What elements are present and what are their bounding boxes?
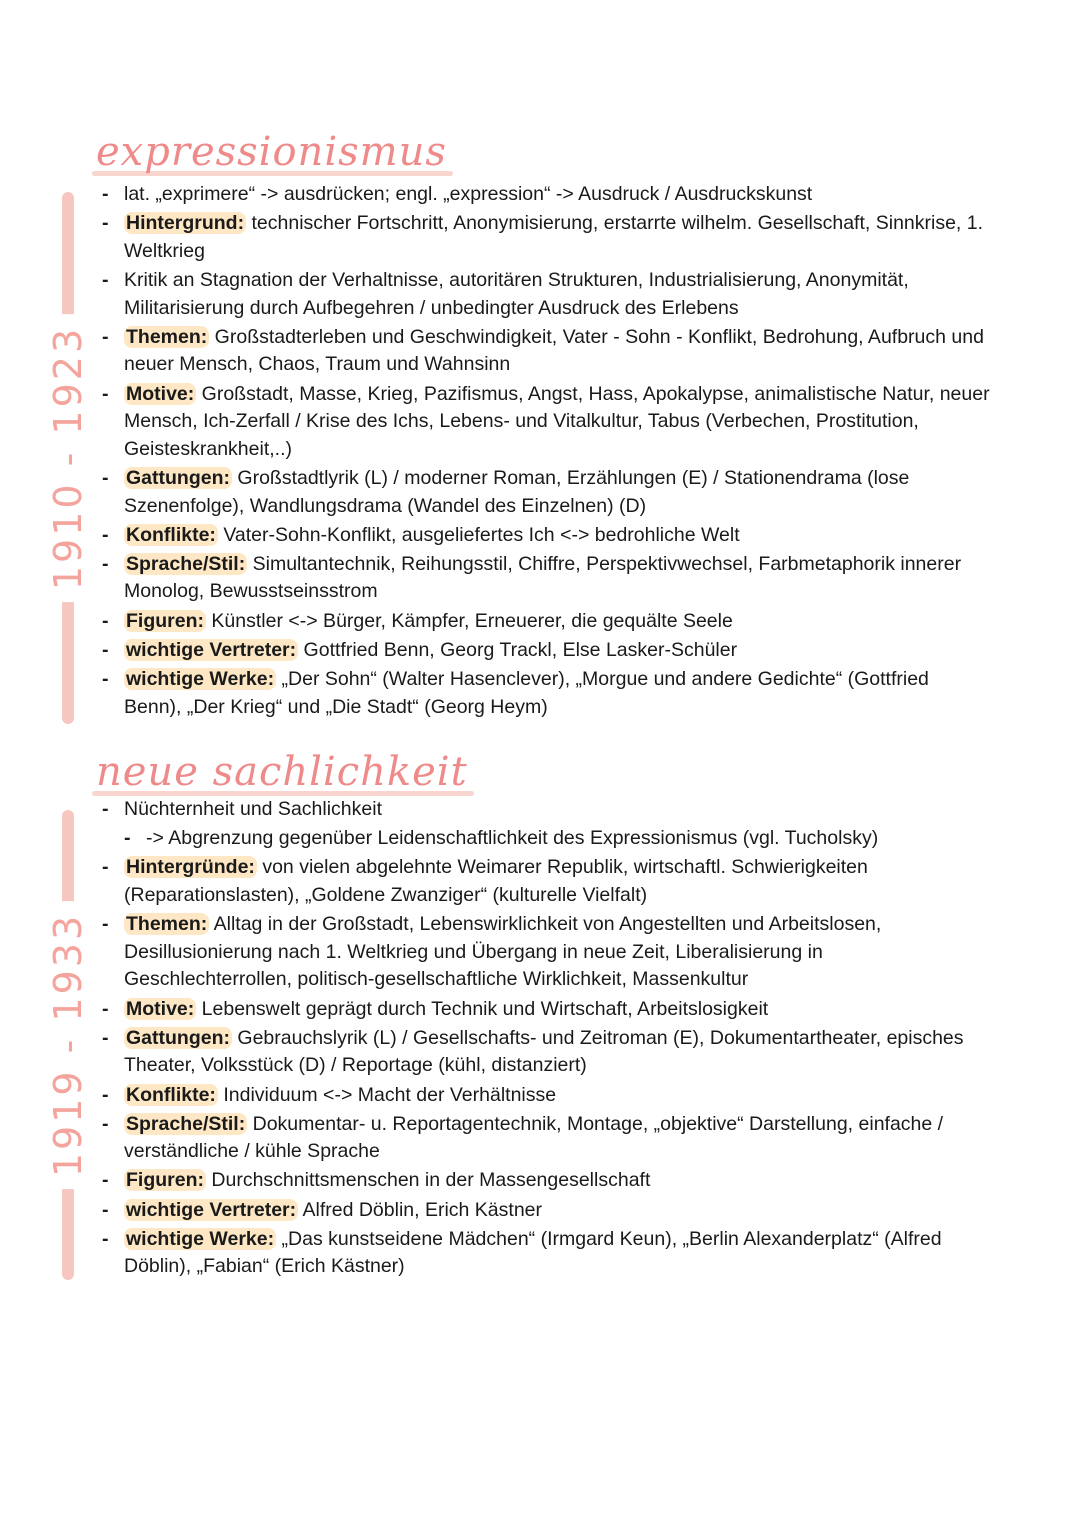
list-item bbox=[100, 551, 990, 606]
item-text: Gottfried Benn, Georg Trackl, Else Lasker-Schüler bbox=[298, 638, 738, 661]
list-item bbox=[100, 181, 990, 209]
list-item bbox=[100, 381, 990, 464]
list-item bbox=[100, 1082, 990, 1110]
item-text: -> Abgrenzung gegenüber Leidenschaftlichkeit des Expressionismus (vgl. Tucholsky) bbox=[146, 827, 879, 850]
item-text: Alltag in der Großstadt, Lebenswirklichkeit von Angestellten und Arbeitslosen, Desillusionierung nach 1. Weltkrieg und Übergang in neue Zeit, Liberalisierung in Geschlechterrollen, politisch-gesellschaftliche Wirklichkeit, Massenkultur bbox=[124, 913, 882, 991]
list-item bbox=[100, 666, 990, 721]
item-text: Simultantechnik, Reihungsstil, Chiffre, Perspektivwechsel, Farbmetaphorik innerer Monolog, Bewusstseinsstrom bbox=[124, 552, 962, 603]
item-label: Figuren: bbox=[126, 1169, 204, 1192]
list-item bbox=[100, 911, 990, 994]
expressionismus-list bbox=[100, 181, 990, 723]
item-text: Durchschnittsmenschen in der Massengesellschaft bbox=[206, 1169, 651, 1192]
neue-sachlichkeit-list bbox=[100, 796, 990, 1283]
item-text: Großstadt, Masse, Krieg, Pazifismus, Angst, Hass, Apokalypse, animalistische Natur, neuer Mensch, Ich-Zerfall / Krise des Ichs, Lebens- und Vitalkultur, Tabus (Verbechen, Prostitution, Geisteskrankheit,..) bbox=[124, 382, 990, 460]
item-text: Alfred Döblin, Erich Kästner bbox=[298, 1198, 543, 1221]
section-heading-neue-sachlichkeit: neue sachlichkeit bbox=[96, 749, 468, 795]
item-label: Hintergründe: bbox=[126, 856, 255, 879]
list-item bbox=[100, 1226, 990, 1281]
item-text: Dokumentar- u. Reportagentechnik, Montage, „objektive“ Darstellung, einfache / verständliche / kühle Sprache bbox=[124, 1112, 944, 1163]
timeline-expressionismus bbox=[47, 192, 89, 724]
list-item bbox=[100, 1025, 990, 1080]
item-label: Sprache/Stil: bbox=[126, 1112, 246, 1135]
item-text: Kritik an Stagnation der Verhaltnisse, autoritären Strukturen, Industrialisierung, Anonymität, Militarisierung durch Aufbegehren / unbedingter Ausdruck des Erlebens bbox=[124, 268, 909, 319]
item-label: Figuren: bbox=[126, 609, 204, 632]
list-item bbox=[100, 637, 990, 665]
item-text: Großstadtlyrik (L) / moderner Roman, Erzählungen (E) / Stationendrama (lose Szenenfolge), Wandlungsdrama (Wandel des Einzelnen) (D) bbox=[124, 466, 910, 517]
item-label: Konflikte: bbox=[126, 1083, 216, 1106]
list-item bbox=[100, 1111, 990, 1166]
item-text: Nüchternheit und Sachlichkeit bbox=[124, 798, 382, 820]
item-label: wichtige Werke: bbox=[126, 668, 275, 691]
item-label: Gattungen: bbox=[126, 466, 230, 489]
item-text: „Der Sohn“ (Walter Hasenclever), „Morgue und andere Gedichte“ (Gottfried Benn), „Der Krieg“ und „Die Stadt“ (Georg Heym) bbox=[124, 668, 929, 718]
item-label: wichtige Vertreter: bbox=[126, 638, 297, 661]
list-item bbox=[100, 996, 990, 1024]
item-text: Großstadterleben und Geschwindigkeit, Vater - Sohn - Konflikt, Bedrohung, Aufbruch und neuer Mensch, Chaos, Traum und Wahnsinn bbox=[124, 325, 984, 376]
list-item bbox=[100, 825, 990, 853]
list-item bbox=[100, 854, 990, 909]
item-text: lat. „exprimere“ -> ausdrücken; engl. „expression“ -> Ausdruck / Ausdruckskunst bbox=[124, 183, 813, 205]
item-label: Themen: bbox=[126, 325, 208, 348]
item-label: Themen: bbox=[126, 913, 208, 936]
list-item bbox=[100, 267, 990, 322]
item-text: von vielen abgelehnte Weimarer Republik, wirtschaftl. Schwierigkeiten (Reparationslasten), „Goldene Zwanziger“ (kulturelle Vielfalt) bbox=[124, 856, 868, 906]
section-heading-expressionismus: expressionismus bbox=[96, 129, 447, 175]
item-text: Individuum <-> Macht der Verhältnisse bbox=[217, 1083, 557, 1106]
item-text: Lebenswelt geprägt durch Technik und Wirtschaft, Arbeitslosigkeit bbox=[196, 997, 769, 1020]
list-item bbox=[100, 796, 990, 824]
timeline-period-label: 1919 - 1933 bbox=[46, 901, 90, 1189]
timeline-neue-sachlichkeit bbox=[47, 810, 89, 1280]
item-text: „Das kunstseidene Mädchen“ (Irmgard Keun), „Berlin Alexanderplatz“ (Alfred Döblin), „Fabian“ (Erich Kästner) bbox=[124, 1227, 942, 1278]
item-label: wichtige Werke: bbox=[126, 1227, 275, 1250]
list-item bbox=[100, 324, 990, 379]
list-item bbox=[100, 608, 990, 636]
list-item bbox=[100, 1167, 990, 1195]
item-label: Konflikte: bbox=[126, 523, 216, 546]
item-label: Gattungen: bbox=[126, 1026, 230, 1049]
list-item bbox=[100, 210, 990, 265]
timeline-period-label: 1910 - 1923 bbox=[46, 314, 90, 602]
item-text: Vater-Sohn-Konflikt, ausgeliefertes Ich <-> bedrohliche Welt bbox=[217, 523, 740, 546]
item-label: Motive: bbox=[126, 382, 195, 405]
item-label: Motive: bbox=[126, 997, 195, 1020]
list-item bbox=[100, 522, 990, 550]
item-text: technischer Fortschritt, Anonymisierung, erstarrte wilhelm. Gesellschaft, Sinnkrise, 1. Weltkrieg bbox=[124, 212, 984, 262]
item-text: Künstler <-> Bürger, Kämpfer, Erneuerer, die gequälte Seele bbox=[206, 609, 733, 632]
list-item bbox=[100, 465, 990, 520]
item-label: Hintergrund: bbox=[126, 212, 245, 235]
list-item bbox=[100, 1197, 990, 1225]
item-text: Gebrauchslyrik (L) / Gesellschafts- und Zeitroman (E), Dokumentartheater, episches Theater, Volksstück (D) / Reportage (kühl, distanziert) bbox=[124, 1026, 964, 1077]
item-label: Sprache/Stil: bbox=[126, 552, 246, 575]
item-label: wichtige Vertreter: bbox=[126, 1198, 297, 1221]
